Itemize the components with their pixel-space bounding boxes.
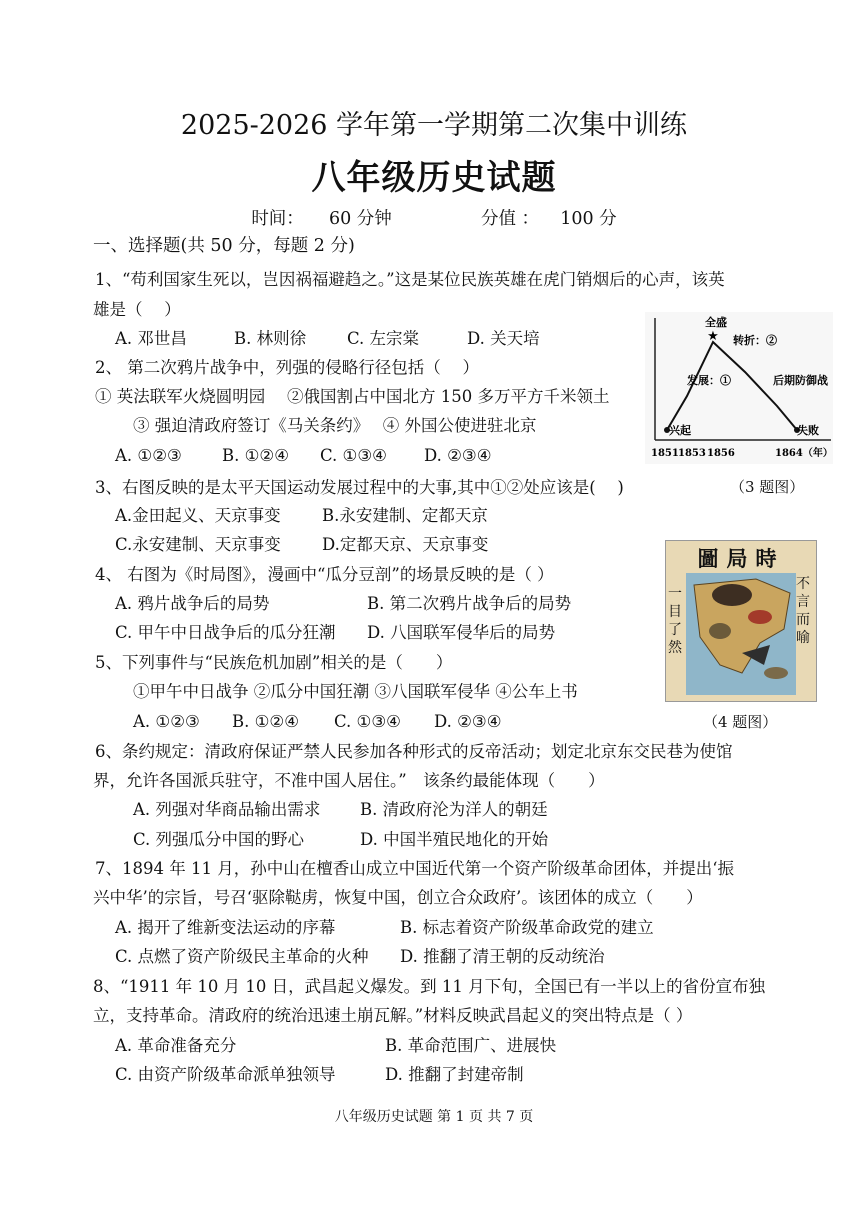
exam-subject: 八年级历史试题: [311, 158, 557, 198]
peak-star-icon: ★: [707, 329, 719, 344]
q2-items-line1: ① 英法联军火烧圆明园 ②俄国割占中国北方 150 多万平方千米领土: [95, 387, 610, 406]
time-label: 时间：: [251, 209, 304, 229]
q7-stem-line2: 兴中华’的宗旨，号召‘驱除鞑虏，恢复中国，创立合众政府’。该团体的成立（ ）: [93, 888, 703, 907]
q7-option-b: B. 标志着资产阶级革命政党的建立: [400, 918, 654, 937]
q3-option-b: B.永安建制、定都天京: [322, 506, 488, 525]
q3-stem: 3、右图反映的是太平天国运动发展过程中的大事,其中①②处应该是( ): [95, 478, 624, 497]
q3-option-c: C.永安建制、天京事变: [115, 535, 281, 554]
q1-option-d: D. 关天培: [467, 329, 540, 348]
q6-option-a: A. 列强对华商品输出需求: [133, 800, 321, 819]
page-footer: 八年级历史试题 第 1 页 共 7 页: [334, 1109, 534, 1125]
figure4-caption: （4 题图）: [703, 713, 778, 731]
q8-stem-line1: 8、“1911 年 10 月 10 日，武昌起义爆发。到 11 月下旬，全国已有一半以上的省份宣布独: [93, 977, 766, 996]
q5-option-b: B. ①②④: [232, 712, 299, 731]
q6-stem-line1: 6、条约规定：清政府保证严禁人民参加各种形式的反帝活动；划定北京东交民巷为使馆: [95, 742, 733, 761]
q2-option-c: C. ①③④: [320, 446, 387, 465]
q4-option-a: A. 鸦片战争后的局势: [115, 594, 270, 613]
peak-label: 全盛: [705, 316, 727, 329]
q3-option-d: D.定都天京、天京事变: [322, 535, 489, 554]
q4-option-b: B. 第二次鸦片战争后的局势: [367, 594, 572, 613]
turn-label: 转折：②: [733, 334, 777, 347]
time-value: 60 分钟: [328, 209, 392, 229]
q6-option-d: D. 中国半殖民地化的开始: [360, 830, 549, 849]
q4-option-d: D. 八国联军侵华后的局势: [367, 623, 556, 642]
section-heading: 一、选择题(共 50 分，每题 2 分): [93, 236, 355, 256]
q8-option-b: B. 革命范围广、进展快: [385, 1036, 557, 1055]
q7-option-c: C. 点燃了资产阶级民主革命的火种: [115, 947, 369, 966]
q2-stem: 2、 第二次鸦片战争中，列强的侵略行径包括（ ）: [95, 358, 479, 377]
q5-stem: 5、下列事件与“民族危机加剧”相关的是（ ）: [95, 653, 453, 672]
bear-icon: [712, 584, 752, 606]
end-label: 失败: [797, 424, 819, 437]
q5-option-c: C. ①③④: [334, 712, 401, 731]
q4-stem: 4、 右图为《时局图》，漫画中“瓜分豆剖”的场景反映的是（ ）: [95, 565, 554, 584]
q8-option-c: C. 由资产阶级革命派单独领导: [115, 1065, 336, 1084]
sun-icon: [748, 610, 772, 624]
bulldog-icon: [709, 623, 731, 639]
exam-title: 2025-2026 学年第一学期第二次集中训练: [180, 110, 688, 141]
start-label: 兴起: [669, 424, 691, 437]
q5-option-a: A. ①②③: [133, 712, 200, 731]
score-label: 分值 ：: [480, 209, 540, 229]
cartoon-banner: 圖局時: [697, 546, 785, 571]
cartoon-left-text: 一目了然: [668, 586, 682, 656]
year-1851: 1851: [651, 448, 679, 459]
time-score-line: [0, 205, 868, 230]
q1-option-a: A. 邓世昌: [115, 329, 187, 348]
q7-option-d: D. 推翻了清王朝的反动统治: [400, 947, 605, 966]
develop-label: 发展：①: [687, 374, 731, 387]
q5-option-d: D. ②③④: [434, 712, 502, 731]
q2-items-line2: ③ 强迫清政府签订《马关条约》 ④ 外国公使进驻北京: [133, 416, 537, 435]
year-1856: 1856: [707, 448, 735, 459]
q4-option-c: C. 甲午中日战争后的瓜分狂潮: [115, 623, 336, 642]
q6-stem-line2: 界，允许各国派兵驻守，不准中国人居住。” 该条约最能体现（ ）: [93, 771, 605, 790]
shijutu-cartoon: [665, 540, 817, 702]
taiping-chart-figure: [645, 312, 833, 464]
q1-option-b: B. 林则徐: [234, 329, 307, 348]
q1-option-c: C. 左宗棠: [347, 329, 420, 348]
cartoon-right-text: 不言而喻: [796, 576, 810, 646]
q8-option-a: A. 革命准备充分: [115, 1036, 237, 1055]
q1-stem-line1: 1、“苟利国家生死以，岂因祸福避趋之。”这是某位民族英雄在虎门销烟后的心声，该英: [95, 270, 725, 289]
q8-stem-line2: 立，支持革命。清政府的统治迅速土崩瓦解。”材料反映武昌起义的突出特点是（ ）: [93, 1006, 693, 1025]
frog-icon: [764, 667, 788, 679]
taiping-chart: [645, 312, 833, 464]
q2-option-b: B. ①②④: [222, 446, 289, 465]
q2-option-d: D. ②③④: [424, 446, 492, 465]
q6-option-c: C. 列强瓜分中国的野心: [133, 830, 305, 849]
cartoon-illustration: [686, 573, 796, 695]
q7-option-a: A. 揭开了维新变法运动的序幕: [115, 918, 336, 937]
q1-stem-line2: 雄是（ ）: [93, 300, 181, 319]
score-value: 100 分: [560, 209, 617, 229]
year-1864: 1864（年）: [775, 448, 833, 459]
q3-option-a: A.金田起义、天京事变: [115, 506, 281, 525]
defense-label: 后期防御战: [773, 374, 828, 387]
year-1853: 1853: [678, 448, 706, 459]
figure3-caption: （3 题图）: [730, 478, 805, 496]
q5-items: ①甲午中日战争 ②瓜分中国狂潮 ③八国联军侵华 ④公车上书: [133, 682, 578, 701]
q7-stem-line1: 7、1894 年 11 月，孙中山在檀香山成立中国近代第一个资产阶级革命团体，并提出‘振: [95, 859, 734, 878]
q6-option-b: B. 清政府沦为洋人的朝廷: [360, 800, 548, 819]
q2-option-a: A. ①②③: [115, 446, 182, 465]
q8-option-d: D. 推翻了封建帝制: [385, 1065, 524, 1084]
